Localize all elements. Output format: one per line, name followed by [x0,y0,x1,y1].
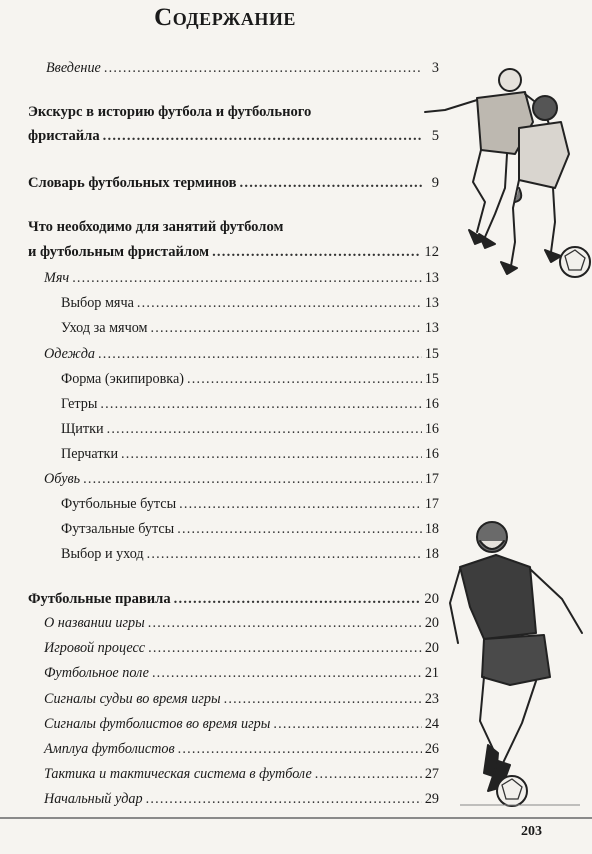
leader-dots [148,640,422,657]
toc-entry-page: 24 [424,716,439,732]
toc-entry-rules[interactable] [28,591,439,608]
leader-dots [83,471,422,488]
leader-dots [146,791,422,808]
toc-entry-page: 17 [424,496,439,512]
toc-entry-gloves[interactable] [61,446,439,463]
toc-entry-title: Футзальные бутсы [61,521,175,537]
toc-entry-title: Мяч [44,270,70,286]
leader-dots [152,665,422,682]
leader-dots [315,766,422,783]
toc-entry-history[interactable] [28,128,439,145]
toc-entry-title: Футбольные бутсы [61,496,177,512]
dribbling-player-illustration [440,515,590,810]
toc-entry-title: фристайла [28,128,100,144]
toc-entry-page: 18 [424,521,439,537]
toc-entry-page: 15 [424,371,439,387]
toc-entry-page: 13 [424,295,439,311]
toc-entry-game-name[interactable] [44,615,439,632]
leader-dots [174,591,422,608]
page-title: Содержание [154,4,296,31]
toc-entry-tactics[interactable] [44,766,439,783]
toc-entry-title: Форма (экипировка) [61,371,184,387]
toc-entry-page: 17 [424,471,439,487]
toc-entry-page: 23 [424,691,439,707]
leader-dots [212,244,421,261]
toc-entry-title: Одежда [44,346,96,362]
toc-entry-choice-care[interactable] [61,546,439,563]
toc-entry-history-line1[interactable]: Экскурс в историю футбола и футбольного [28,104,312,120]
toc-entry-page: 5 [431,128,439,144]
leader-dots [98,346,422,363]
toc-entry-title: Начальный удар [44,791,143,807]
toc-entry-page: 13 [424,320,439,336]
leader-dots [240,175,423,192]
toc-entry-page: 29 [424,791,439,807]
toc-entry-page: 3 [431,60,439,76]
toc-entry-game-process[interactable] [44,640,439,657]
toc-entry-title: Футбольное поле [44,665,149,681]
toc-entry-title: Выбор и уход [61,546,144,562]
toc-entry-page: 13 [424,270,439,286]
toc-entry-title: и футбольным фристайлом [28,244,210,260]
toc-entry-football-field[interactable] [44,665,439,682]
leader-dots [178,741,422,758]
toc-entry-page: 26 [424,741,439,757]
toc-entry-title: Гетры [61,396,98,412]
toc-entry-title: Выбор мяча [61,295,134,311]
toc-entry-ball-care[interactable] [61,320,439,337]
toc-entry-title: Тактика и тактическая система в футболе [44,766,312,782]
toc-entry-equipment[interactable] [28,244,439,261]
toc-entry-page: 20 [424,615,439,631]
toc-entry-title: Перчатки [61,446,119,462]
leader-dots [121,446,422,463]
toc-entry-title: Словарь футбольных терминов [28,175,237,191]
toc-entry-referee-signals[interactable] [44,691,439,708]
toc-entry-clothing[interactable] [44,346,439,363]
leader-dots [177,521,422,538]
toc-entry-page: 21 [424,665,439,681]
toc-entry-introduction[interactable] [46,60,439,77]
toc-entry-page: 18 [424,546,439,562]
toc-entry-uniform[interactable] [61,371,439,388]
toc-entry-title: О названии игры [44,615,145,631]
toc-entry-title: Уход за мячом [61,320,148,336]
toc-entry-title: Введение [46,60,101,76]
toc-entry-page: 16 [424,396,439,412]
leader-dots [273,716,421,733]
leader-dots [103,128,422,145]
toc-entry-title: Футбольные правила [28,591,171,607]
toc-entry-title: Щитки [61,421,104,437]
leader-dots [104,60,422,77]
toc-entry-player-roles[interactable] [44,741,439,758]
toc-entry-footwear[interactable] [44,471,439,488]
leader-dots [137,295,422,312]
leader-dots [151,320,422,337]
toc-entry-player-signals[interactable] [44,716,439,733]
leader-dots [148,615,422,632]
leader-dots [147,546,422,563]
toc-entry-page: 15 [424,346,439,362]
toc-entry-kickoff[interactable] [44,791,439,808]
toc-entry-page: 9 [431,175,439,191]
toc-entry-page: 16 [424,421,439,437]
two-players-illustration [415,62,592,287]
toc-entry-shin-guards[interactable] [61,421,439,438]
toc-entry-ball-choice[interactable] [61,295,439,312]
toc-entry-title: Сигналы судьи во время игры [44,691,221,707]
toc-entry-ball[interactable] [44,270,439,287]
toc-entry-equipment-line1[interactable]: Что необходимо для занятий футболом [28,219,284,235]
toc-entry-title: Амплуа футболистов [44,741,175,757]
leader-dots [179,496,422,513]
page-number: 203 [521,824,542,839]
toc-entry-page: 27 [424,766,439,782]
leader-dots [100,396,421,413]
toc-entry-title: Обувь [44,471,81,487]
toc-entry-football-boots[interactable] [61,496,439,513]
toc-entry-title: Сигналы футболистов во время игры [44,716,271,732]
toc-entry-glossary[interactable] [28,175,439,192]
toc-entry-title: Игровой процесс [44,640,146,656]
leader-dots [187,371,422,388]
toc-entry-page: 20 [424,591,439,607]
footer-rule [0,817,592,819]
toc-entry-futsal-boots[interactable] [61,521,439,538]
leader-dots [224,691,422,708]
toc-entry-page: 16 [424,446,439,462]
leader-dots [107,421,422,438]
toc-entry-page: 20 [424,640,439,656]
toc-entry-page: 12 [424,244,439,260]
toc-entry-socks[interactable] [61,396,439,413]
leader-dots [72,270,422,287]
